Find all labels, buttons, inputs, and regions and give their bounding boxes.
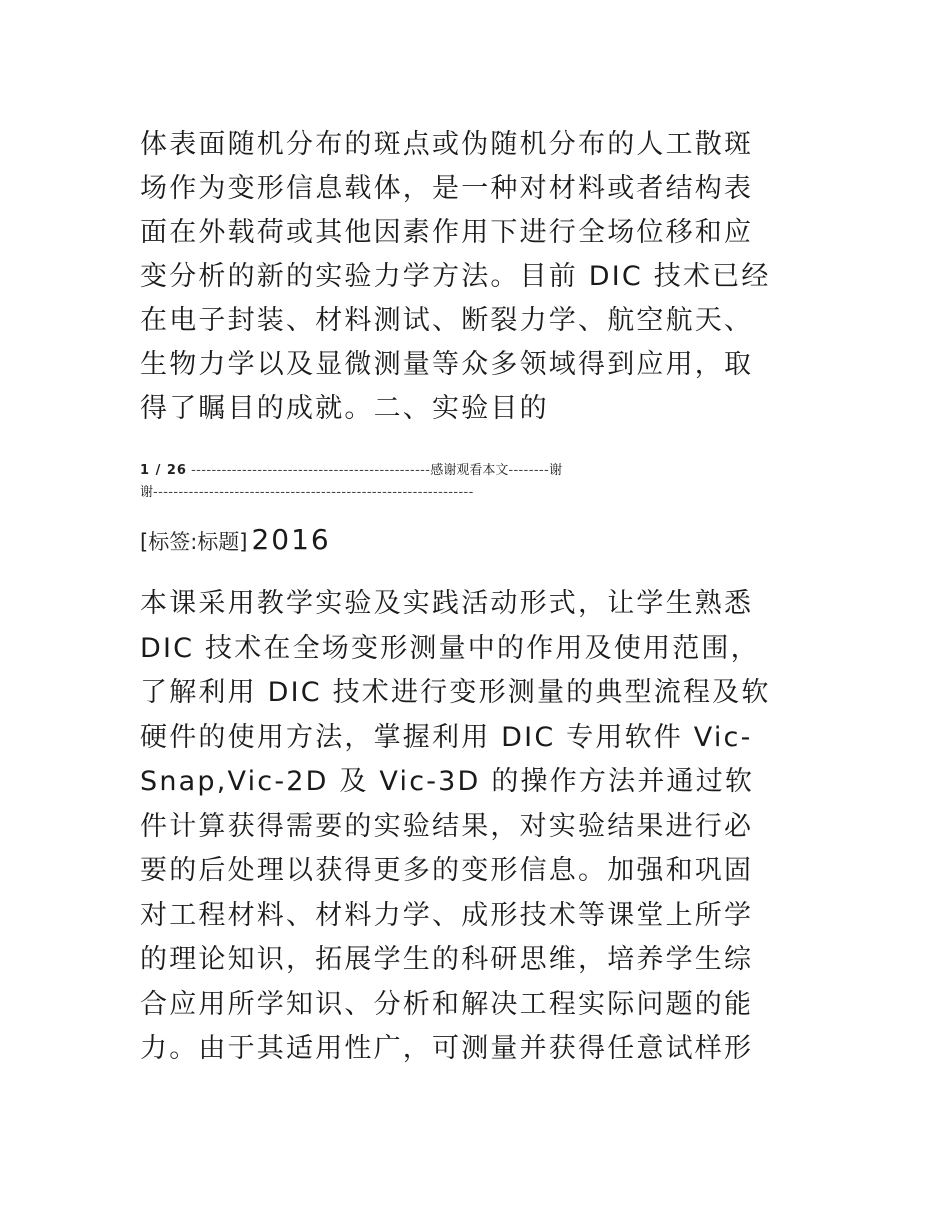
text-line: 场作为变形信息载体，是一种对材料或者结构表	[140, 173, 754, 204]
paragraph-intro	[140, 123, 820, 431]
tag-label: [标签:标题]	[140, 530, 248, 554]
text-line: 要的后处理以获得更多的变形信息。加强和巩固	[140, 855, 754, 886]
text-line: 体表面随机分布的斑点或伪随机分布的人工散斑	[140, 129, 754, 160]
paragraph-objectives	[140, 582, 820, 1072]
footer-dashes: ---------------------------------------------------------------	[153, 485, 474, 500]
text-line: Snap,Vic-2D 及 Vic-3D 的操作方法并通过软	[140, 766, 755, 797]
page-footer	[140, 461, 760, 481]
footer-thanks-start: 谢	[140, 485, 154, 500]
text-line: 变分析的新的实验力学方法。目前 DIC 技术已经	[140, 261, 771, 292]
footer-thanks-end: 谢	[549, 463, 563, 478]
text-line: 在电子封装、材料测试、断裂力学、航空航天、	[140, 305, 754, 336]
text-line: 得了瞩目的成就。二、实验目的	[140, 393, 549, 424]
text-line: 件计算获得需要的实验结果，对实验结果进行必	[140, 810, 754, 842]
text-line: 力。由于其适用性广，可测量并获得任意试样形	[140, 1033, 754, 1064]
text-line: 生物力学以及显微测量等众多领域得到应用，取	[140, 349, 754, 380]
tag-year: 2016	[251, 523, 331, 556]
footer-dashes: -----------------------------------------------	[191, 463, 431, 478]
text-line: 面在外载荷或其他因素作用下进行全场位移和应	[140, 217, 754, 248]
text-line: 对工程材料、材料力学、成形技术等课堂上所学	[140, 899, 754, 931]
footer-dashes: --------	[508, 463, 550, 478]
text-line: 了解利用 DIC 技术进行变形测量的典型流程及软	[140, 677, 771, 708]
text-line: 合应用所学知识、分析和解决工程实际问题的能	[140, 988, 754, 1020]
text-line: 的理论知识，拓展学生的科研思维，培养学生综	[140, 944, 754, 975]
tag-heading	[140, 520, 331, 560]
text-line: 硬件的使用方法，掌握利用 DIC 专用软件 Vic-	[140, 721, 753, 753]
page-number: 1 / 26	[140, 463, 187, 478]
text-line: 本课采用教学实验及实践活动形式，让学生熟悉	[140, 588, 754, 619]
text-line: DIC 技术在全场变形测量中的作用及使用范围，	[140, 632, 760, 664]
footer-thanks-text: 感谢观看本文	[430, 463, 509, 478]
page-footer-continued	[140, 483, 760, 503]
